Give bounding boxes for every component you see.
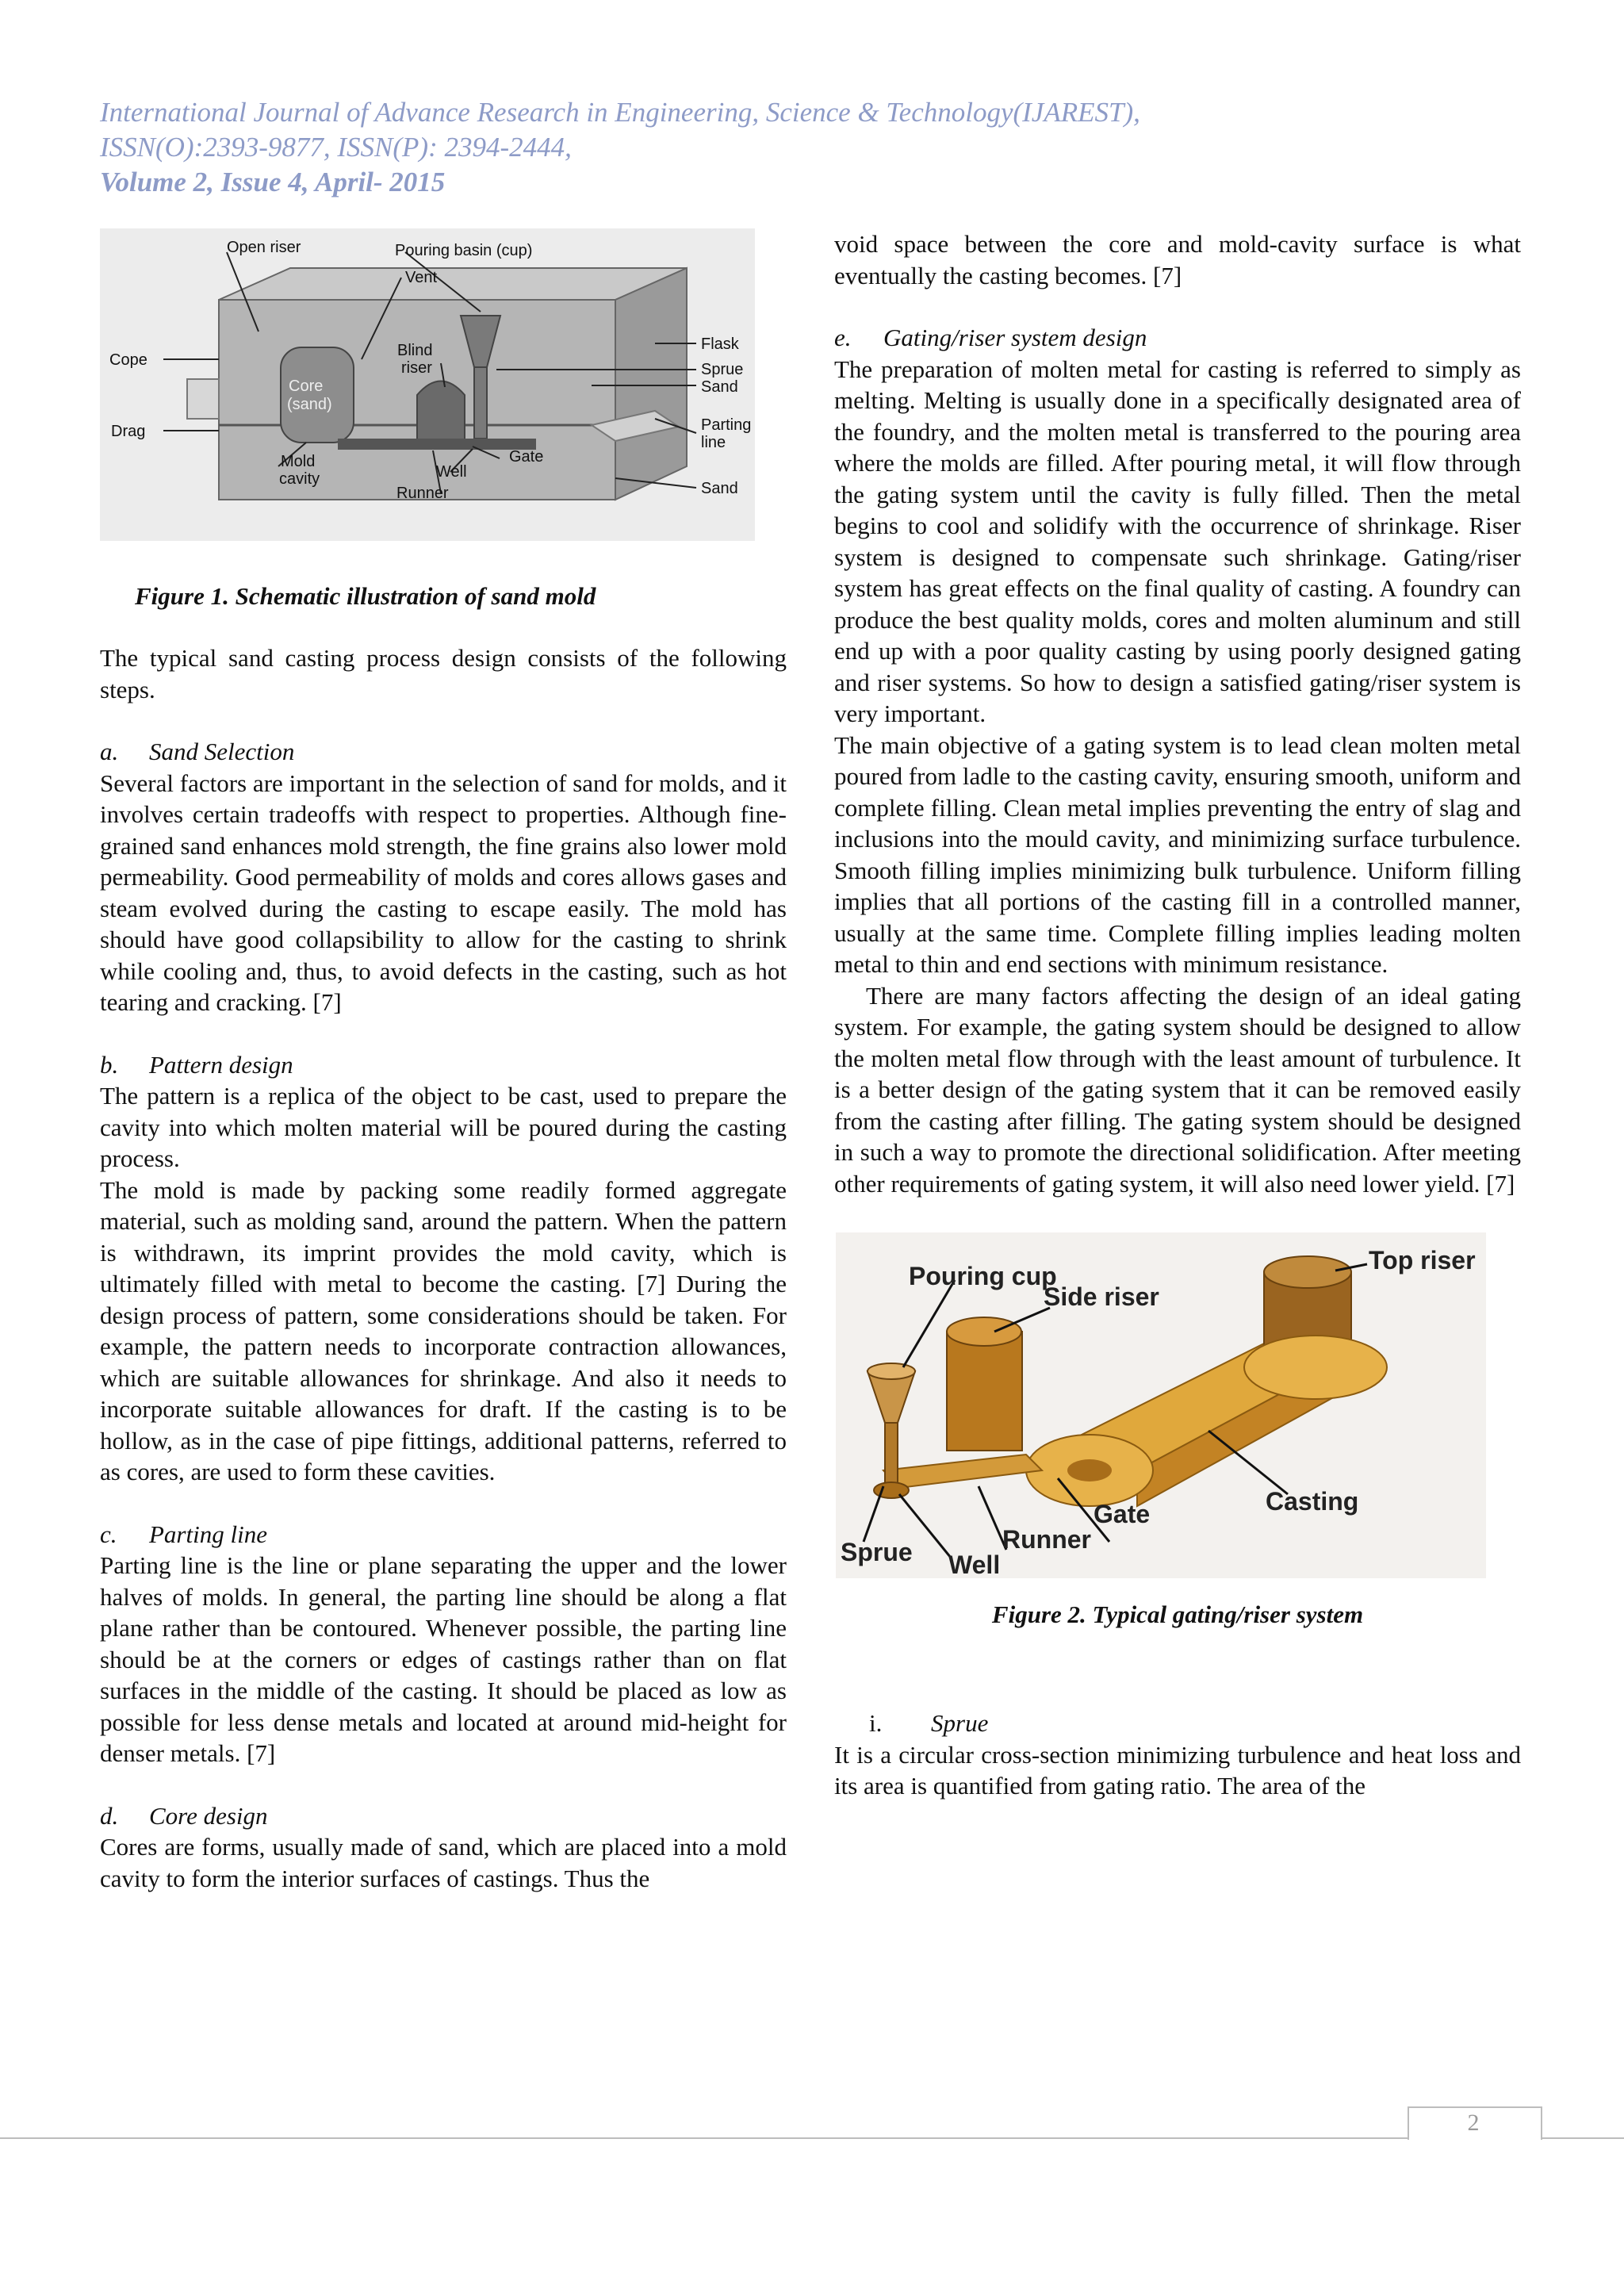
section-a-body: Several factors are important in the selection of sand for molds, and it involves certain tradeoffs with respect to properties. Although fine-grained sand enhances mold strength, the fine grains also lower mold permeability. Good permeability of molds and cores allows gases and steam evolved during the casting to escape easily. The mold has should have good collapsibility to allow for the casting to shrink while cooling and, thus, to avoid defects in the casting, such as hot tearing and cracking. [7] bbox=[100, 769, 787, 1016]
fig1-label-drag: Drag bbox=[111, 423, 146, 440]
section-d-heading bbox=[100, 1800, 787, 1832]
fig1-label-mold-2: cavity bbox=[279, 470, 320, 488]
fig1-label-gate: Gate bbox=[509, 448, 544, 466]
section-e-paragraph-1: The preparation of molten metal for casting is referred to simply as melting. Melting is usually done in a specifically designated area of the foundry, and the molten metal is transferred to the pouring area where the molds are filled. After pouring metal, it will flow through the gating system until the cavity is fully filled. Then the metal begins to cool and solidify with the occurrence of shrinkage. Riser system is designed to compensate such shrinkage. Gating/riser system has great effects on the final quality of casting. A foundry can produce the best quality molds, cores and molten aluminum and still end up with a poor quality casting by using poorly designed gating and riser systems. So how to design a satisfied gating/riser system is very important. bbox=[834, 355, 1521, 727]
fig1-label-sand-bottom: Sand bbox=[701, 480, 738, 497]
section-c-heading bbox=[100, 1519, 787, 1550]
fig1-label-blind-1: Blind bbox=[397, 342, 433, 359]
footer-rule bbox=[0, 2137, 1624, 2139]
fig1-label-sand-top: Sand bbox=[701, 378, 738, 396]
right-column bbox=[834, 228, 1521, 1802]
section-b-number: b. bbox=[100, 1050, 119, 1079]
fig1-label-vent: Vent bbox=[405, 269, 438, 286]
fig2-label-gate: Gate bbox=[1094, 1500, 1151, 1528]
fig2-label-top-riser: Top riser bbox=[1369, 1246, 1476, 1274]
section-c-title: Parting line bbox=[149, 1520, 267, 1548]
figure-1-caption: Figure 1. Schematic illustration of sand mold bbox=[135, 581, 596, 610]
section-e-title: Gating/riser system design bbox=[883, 324, 1147, 351]
section-a-title: Sand Selection bbox=[149, 738, 295, 765]
section-c-number: c. bbox=[100, 1520, 117, 1548]
section-d-number: d. bbox=[100, 1801, 119, 1830]
fig2-label-pouring-cup: Pouring cup bbox=[909, 1262, 1057, 1290]
figure-1-sand-mold-diagram bbox=[100, 228, 755, 541]
section-i-number: i. bbox=[869, 1709, 883, 1737]
section-c-body: Parting line is the line or plane separating the upper and the lower halves of molds. In general, the parting line should be along a flat plane rather than be contoured. Whenever possible, the parting line should be at the corners or edges of castings rather than on flat surfaces in the middle of the casting. It should be placed as low as possible for less dense metals and located at around mid-height for denser metals. [7] bbox=[100, 1551, 787, 1767]
fig1-label-sprue: Sprue bbox=[701, 361, 744, 378]
figure-2-caption: Figure 2. Typical gating/riser system bbox=[991, 1600, 1364, 1628]
section-a-heading bbox=[100, 736, 787, 768]
section-b-heading bbox=[100, 1049, 787, 1081]
fig1-label-mold-1: Mold bbox=[281, 453, 316, 470]
journal-header bbox=[100, 95, 1140, 200]
figure-2-gating-riser-diagram bbox=[836, 1232, 1486, 1578]
fig1-label-core-1: Core bbox=[289, 378, 324, 395]
fig1-label-flask: Flask bbox=[701, 335, 739, 353]
fig2-label-well: Well bbox=[948, 1550, 1001, 1578]
section-b-paragraph-1: The pattern is a replica of the object to be cast, used to prepare the cavity into which molten material will be poured during the casting process. bbox=[100, 1082, 787, 1172]
section-b-paragraph-2: The mold is made by packing some readily formed aggregate material, such as molding sand, around the pattern. When the pattern is withdrawn, its imprint provides the mold cavity, which is ultimately filled with metal to become the casting. [7] During the design process of pattern, some considerations should be taken. For example, the pattern needs to incorporate contraction allowances, which are suitable allowances for shrinkage. And also it needs to incorporate suitable allowances for draft. If the casting is to be hollow, as in the case of pipe fittings, additional patterns, referred to as cores, are used to form these cavities. bbox=[100, 1175, 787, 1485]
section-i-title: Sprue bbox=[931, 1709, 989, 1737]
fig1-label-blind-2: riser bbox=[401, 359, 432, 377]
fig1-label-core-2: (sand) bbox=[287, 396, 332, 413]
journal-issn: ISSN(O):2393-9877, ISSN(P): 2394-2444, bbox=[100, 132, 572, 163]
fig1-label-runner: Runner bbox=[396, 485, 449, 502]
section-e-paragraph-3: There are many factors affecting the design of an ideal gating system. For example, the gating system should be designed to allow the molten metal flow through with the least amount of turbulence. It is a better design of the gating system that it can be removed easily from the casting after filling. The gating system should be designed in such a way to promote the directional solidification. After meeting other requirements of gating system, it will also need lower yield. [7] bbox=[834, 981, 1521, 1198]
journal-title: International Journal of Advance Research in Engineering, Science & Technology(IJAREST), bbox=[100, 97, 1140, 128]
page-number: 2 bbox=[1467, 2110, 1480, 2136]
section-d-body: Cores are forms, usually made of sand, which are placed into a mold cavity to form the interior surfaces of castings. Thus the bbox=[100, 1833, 787, 1892]
fig1-label-parting-2: line bbox=[701, 434, 726, 451]
section-e-paragraph-2: The main objective of a gating system is to lead clean molten metal poured from ladle to the casting cavity, ensuring smooth, uniform and complete filling. Clean metal implies preventing the entry of slag and inclusions into the mould cavity, and minimizing surface turbulence. Smooth filling implies minimizing bulk turbulence. Uniform filling implies that all portions of the casting fill in a controlled manner, usually at the same time. Complete filling implies leading molten metal to thin and end sections with minimum resistance. bbox=[834, 730, 1521, 978]
section-a-number: a. bbox=[100, 738, 119, 765]
journal-volume: Volume 2, Issue 4, April- 2015 bbox=[100, 167, 446, 197]
section-b-title: Pattern design bbox=[149, 1050, 293, 1079]
section-i-heading bbox=[834, 1708, 1521, 1739]
fig1-label-parting-1: Parting bbox=[701, 416, 752, 434]
section-e-number: e. bbox=[834, 324, 852, 351]
fig1-label-open-riser: Open riser bbox=[227, 239, 301, 256]
fig2-label-runner: Runner bbox=[1002, 1525, 1091, 1554]
fig1-label-well: Well bbox=[436, 463, 467, 481]
left-column bbox=[100, 228, 787, 1894]
intro-paragraph: The typical sand casting process design consists of the following steps. bbox=[100, 644, 787, 703]
section-d-title: Core design bbox=[149, 1801, 268, 1830]
fig1-label-cope: Cope bbox=[109, 351, 147, 369]
fig1-label-pouring-basin: Pouring basin (cup) bbox=[395, 242, 533, 259]
continued-paragraph: void space between the core and mold-cavity surface is what eventually the casting becomes. [7] bbox=[834, 230, 1521, 289]
fig2-label-casting: Casting bbox=[1266, 1487, 1359, 1516]
section-e-heading bbox=[834, 322, 1521, 354]
fig2-label-side-riser: Side riser bbox=[1044, 1282, 1159, 1311]
fig2-label-sprue: Sprue bbox=[841, 1538, 913, 1566]
section-i-body: It is a circular cross-section minimizing turbulence and heat loss and its area is quantified from gating ratio. The area of the bbox=[834, 1740, 1521, 1800]
